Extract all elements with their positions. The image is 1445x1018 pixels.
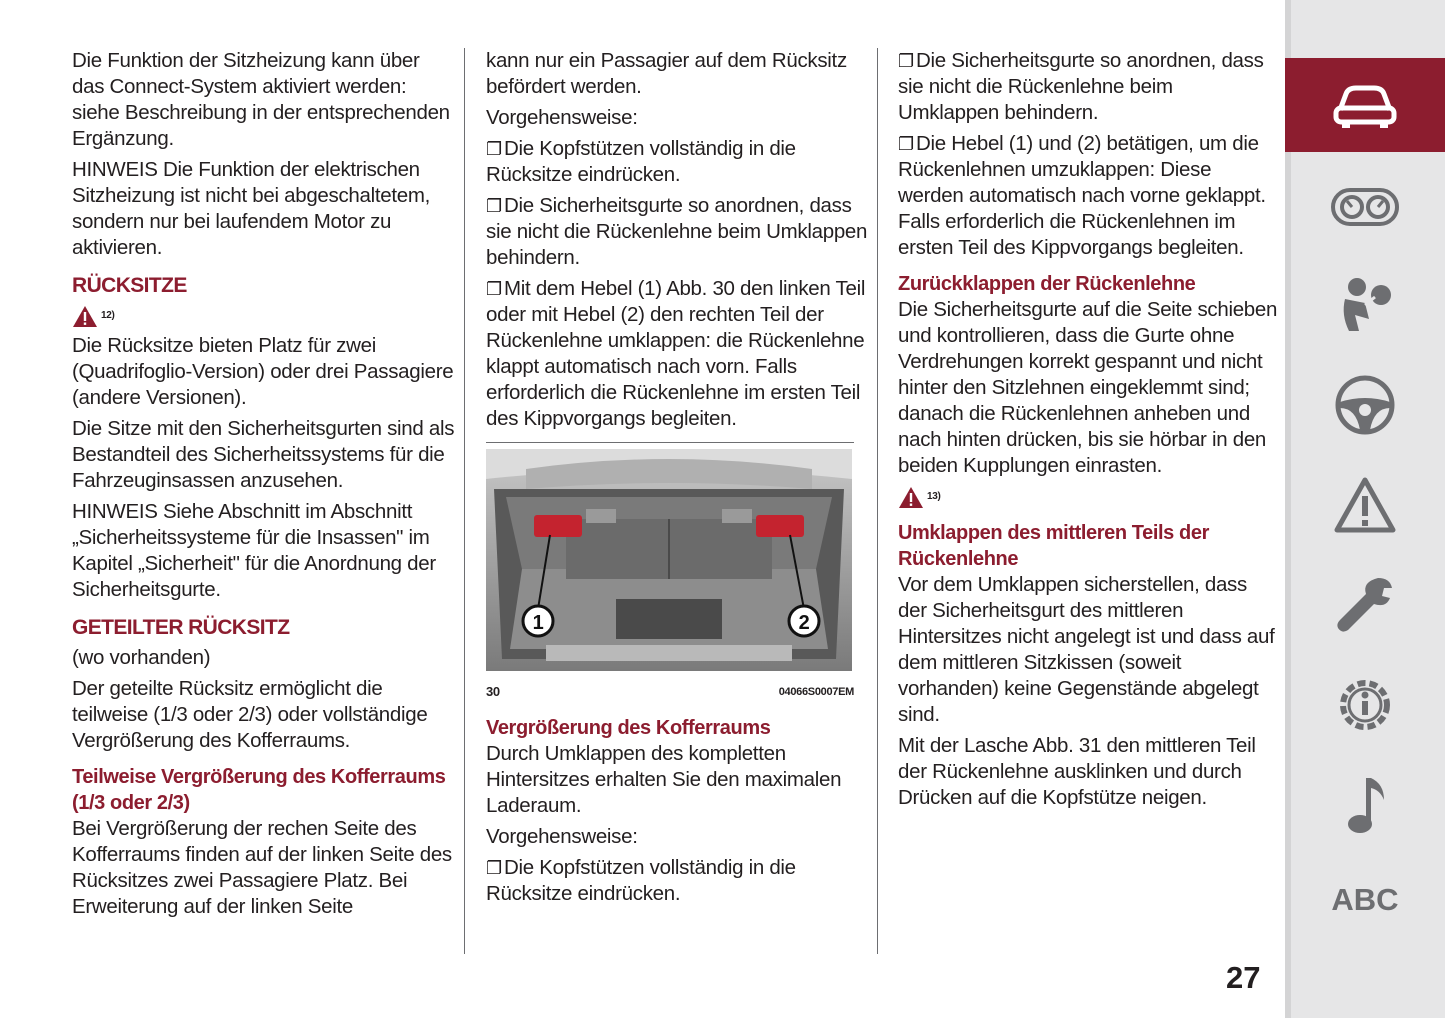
paragraph: Mit der Lasche Abb. 31 den mittleren Teil der Rückenlehne ausklinken und durch Drücken auf die Kopfstütze neigen. (898, 734, 1256, 809)
section-heading-geteilter-ruecksitz: GETEILTER RÜCKSITZ (72, 616, 290, 639)
checkbox-bullet-icon: ❐ (486, 279, 502, 299)
chapter-sidebar (1285, 0, 1445, 1018)
paragraph: Die Rücksitze bieten Platz für zwei (Quadrifoglio-Version) oder drei Passagiere (andere Versionen). (72, 334, 454, 409)
figure-30 (486, 442, 854, 705)
music-note-icon[interactable] (1325, 770, 1405, 840)
figure-number: 30 (486, 684, 500, 699)
warning-triangle-icon (72, 305, 98, 328)
paragraph: Durch Umklappen des kompletten Hintersitzes erhalten Sie den maximalen Laderaum. (486, 742, 842, 817)
column-right (898, 48, 1278, 816)
checkbox-bullet-icon: ❐ (486, 139, 502, 159)
paragraph: Die Funktion der Sitzheizung kann über das Connect-System aktiviert werden: siehe Beschreibung in der entsprechenden Ergänzung. (72, 49, 450, 150)
warning-reference[interactable] (72, 303, 457, 329)
paragraph: Vorgehensweise: (486, 106, 638, 129)
page-number: 27 (1226, 960, 1261, 995)
bullet-item: ❐ Die Kopfstützen vollständig in die Rücksitze eindrücken. (486, 137, 796, 186)
paragraph: Die Sicherheitsgurte auf die Seite schieben und kontrollieren, dass die Gurte ohne Verdrehungen korrekt gespannt und nicht hinter den Sitzlehnen eingeklemmt sind; danach die Rückenlehnen anheben und nach hinten drücken, bis sie hörbar in den beiden Kupplungen einrasten. (898, 298, 1278, 477)
column-middle (486, 48, 871, 912)
paragraph: Vor dem Umklappen sicherstellen, dass der Sicherheitsgurt des mittleren Hintersitzes nicht angelegt ist und dass auf dem mittleren Sitzkissen (soweit vorhanden) keine Gegenstände abgelegt sind. (898, 573, 1275, 726)
paragraph: Der geteilte Rücksitz ermöglicht die teilweise (1/3 oder 2/3) oder vollständige Vergrößerung des Kofferraums. (72, 677, 428, 752)
bullet-item: ❐ Die Sicherheitsgurte so anordnen, dass sie nicht die Rückenlehne beim Umklappen behindern. (486, 194, 868, 269)
paragraph: kann nur ein Passagier auf dem Rücksitz befördert werden. (486, 49, 847, 98)
bullet-item: ❐ Mit dem Hebel (1) Abb. 30 den linken Teil oder mit Hebel (2) den rechten Teil der Rückenlehne umklappen: die Rückenlehne klappt automatisch nach vorn. Falls erforderlich die Rückenlehne im ersten Teil des Kippvorgangs begleiten. (486, 277, 866, 430)
trunk-seat-illustration (486, 449, 852, 671)
checkbox-bullet-icon: ❐ (486, 858, 502, 878)
car-icon[interactable] (1325, 70, 1405, 140)
paragraph: Bei Vergrößerung der rechen Seite des Kofferraums finden auf der linken Seite des Rücksitzes zwei Passagiere Platz. Bei Erweiterung auf der linken Seite (72, 817, 452, 918)
gear-info-icon[interactable] (1325, 670, 1405, 740)
bullet-item: ❐ Die Kopfstützen vollständig in die Rücksitze eindrücken. (486, 856, 796, 905)
note-paragraph: HINWEIS Die Funktion der elektrischen Sitzheizung ist nicht bei abgeschaltetem, sondern nur bei laufendem Motor zu aktivieren. (72, 158, 431, 259)
subheading-vergroesserung: Vergrößerung des Kofferraums (486, 717, 771, 739)
warning-triangle-icon[interactable] (1325, 470, 1405, 540)
section-heading-ruecksitze: RÜCKSITZE (72, 274, 187, 297)
warning-ref-number: 13) (927, 491, 941, 502)
airbag-passenger-icon[interactable] (1325, 270, 1405, 340)
paragraph: Die Sitze mit den Sicherheitsgurten sind als Bestandteil des Sicherheitssystems für die Fahrzeuginsassen anzusehen. (72, 417, 455, 492)
checkbox-bullet-icon: ❐ (898, 134, 914, 154)
subheading-zurueckklappen: Zurückklappen der Rückenlehne (898, 273, 1196, 295)
warning-triangle-icon (898, 486, 924, 509)
figure-caption (486, 679, 854, 705)
paragraph: Vorgehensweise: (486, 825, 638, 848)
note-paragraph: HINWEIS Siehe Abschnitt im Abschnitt „Sicherheitssysteme für die Insassen" im Kapitel „Sicherheit" für die Anordnung der Sicherheitsgurte. (72, 500, 436, 601)
callout-2: 2 (798, 612, 810, 634)
figure-code: 04066S0007EM (778, 686, 854, 698)
subheading-teilweise: Teilweise Vergrößerung des Kofferraums (1/3 oder 2/3) (72, 766, 446, 814)
sidebar-abc-index[interactable]: ABC (1331, 882, 1399, 917)
column-divider (877, 48, 878, 954)
column-left (72, 48, 457, 925)
bullet-item: ❐ Die Sicherheitsgurte so anordnen, dass sie nicht die Rückenlehne beim Umklappen behindern. (898, 49, 1264, 124)
warning-reference[interactable] (898, 484, 1278, 510)
wrench-icon[interactable] (1325, 570, 1405, 640)
warning-ref-number: 12) (101, 310, 115, 321)
checkbox-bullet-icon: ❐ (898, 51, 914, 71)
column-divider (464, 48, 465, 954)
dashboard-gauges-icon[interactable] (1325, 172, 1405, 242)
checkbox-bullet-icon: ❐ (486, 196, 502, 216)
subheading-mittlerer-teil: Umklappen des mittleren Teils der Rückenlehne (898, 522, 1209, 570)
callout-1: 1 (532, 612, 544, 634)
bullet-item: ❐ Die Hebel (1) und (2) betätigen, um die Rückenlehnen umzuklappen: Diese werden automatisch nach vorne geklappt. Falls erforderlich die Rückenlehnen im ersten Teil des Kippvorgangs begleiten. (898, 132, 1266, 259)
steering-wheel-icon[interactable] (1325, 370, 1405, 440)
paragraph: (wo vorhanden) (72, 646, 211, 669)
